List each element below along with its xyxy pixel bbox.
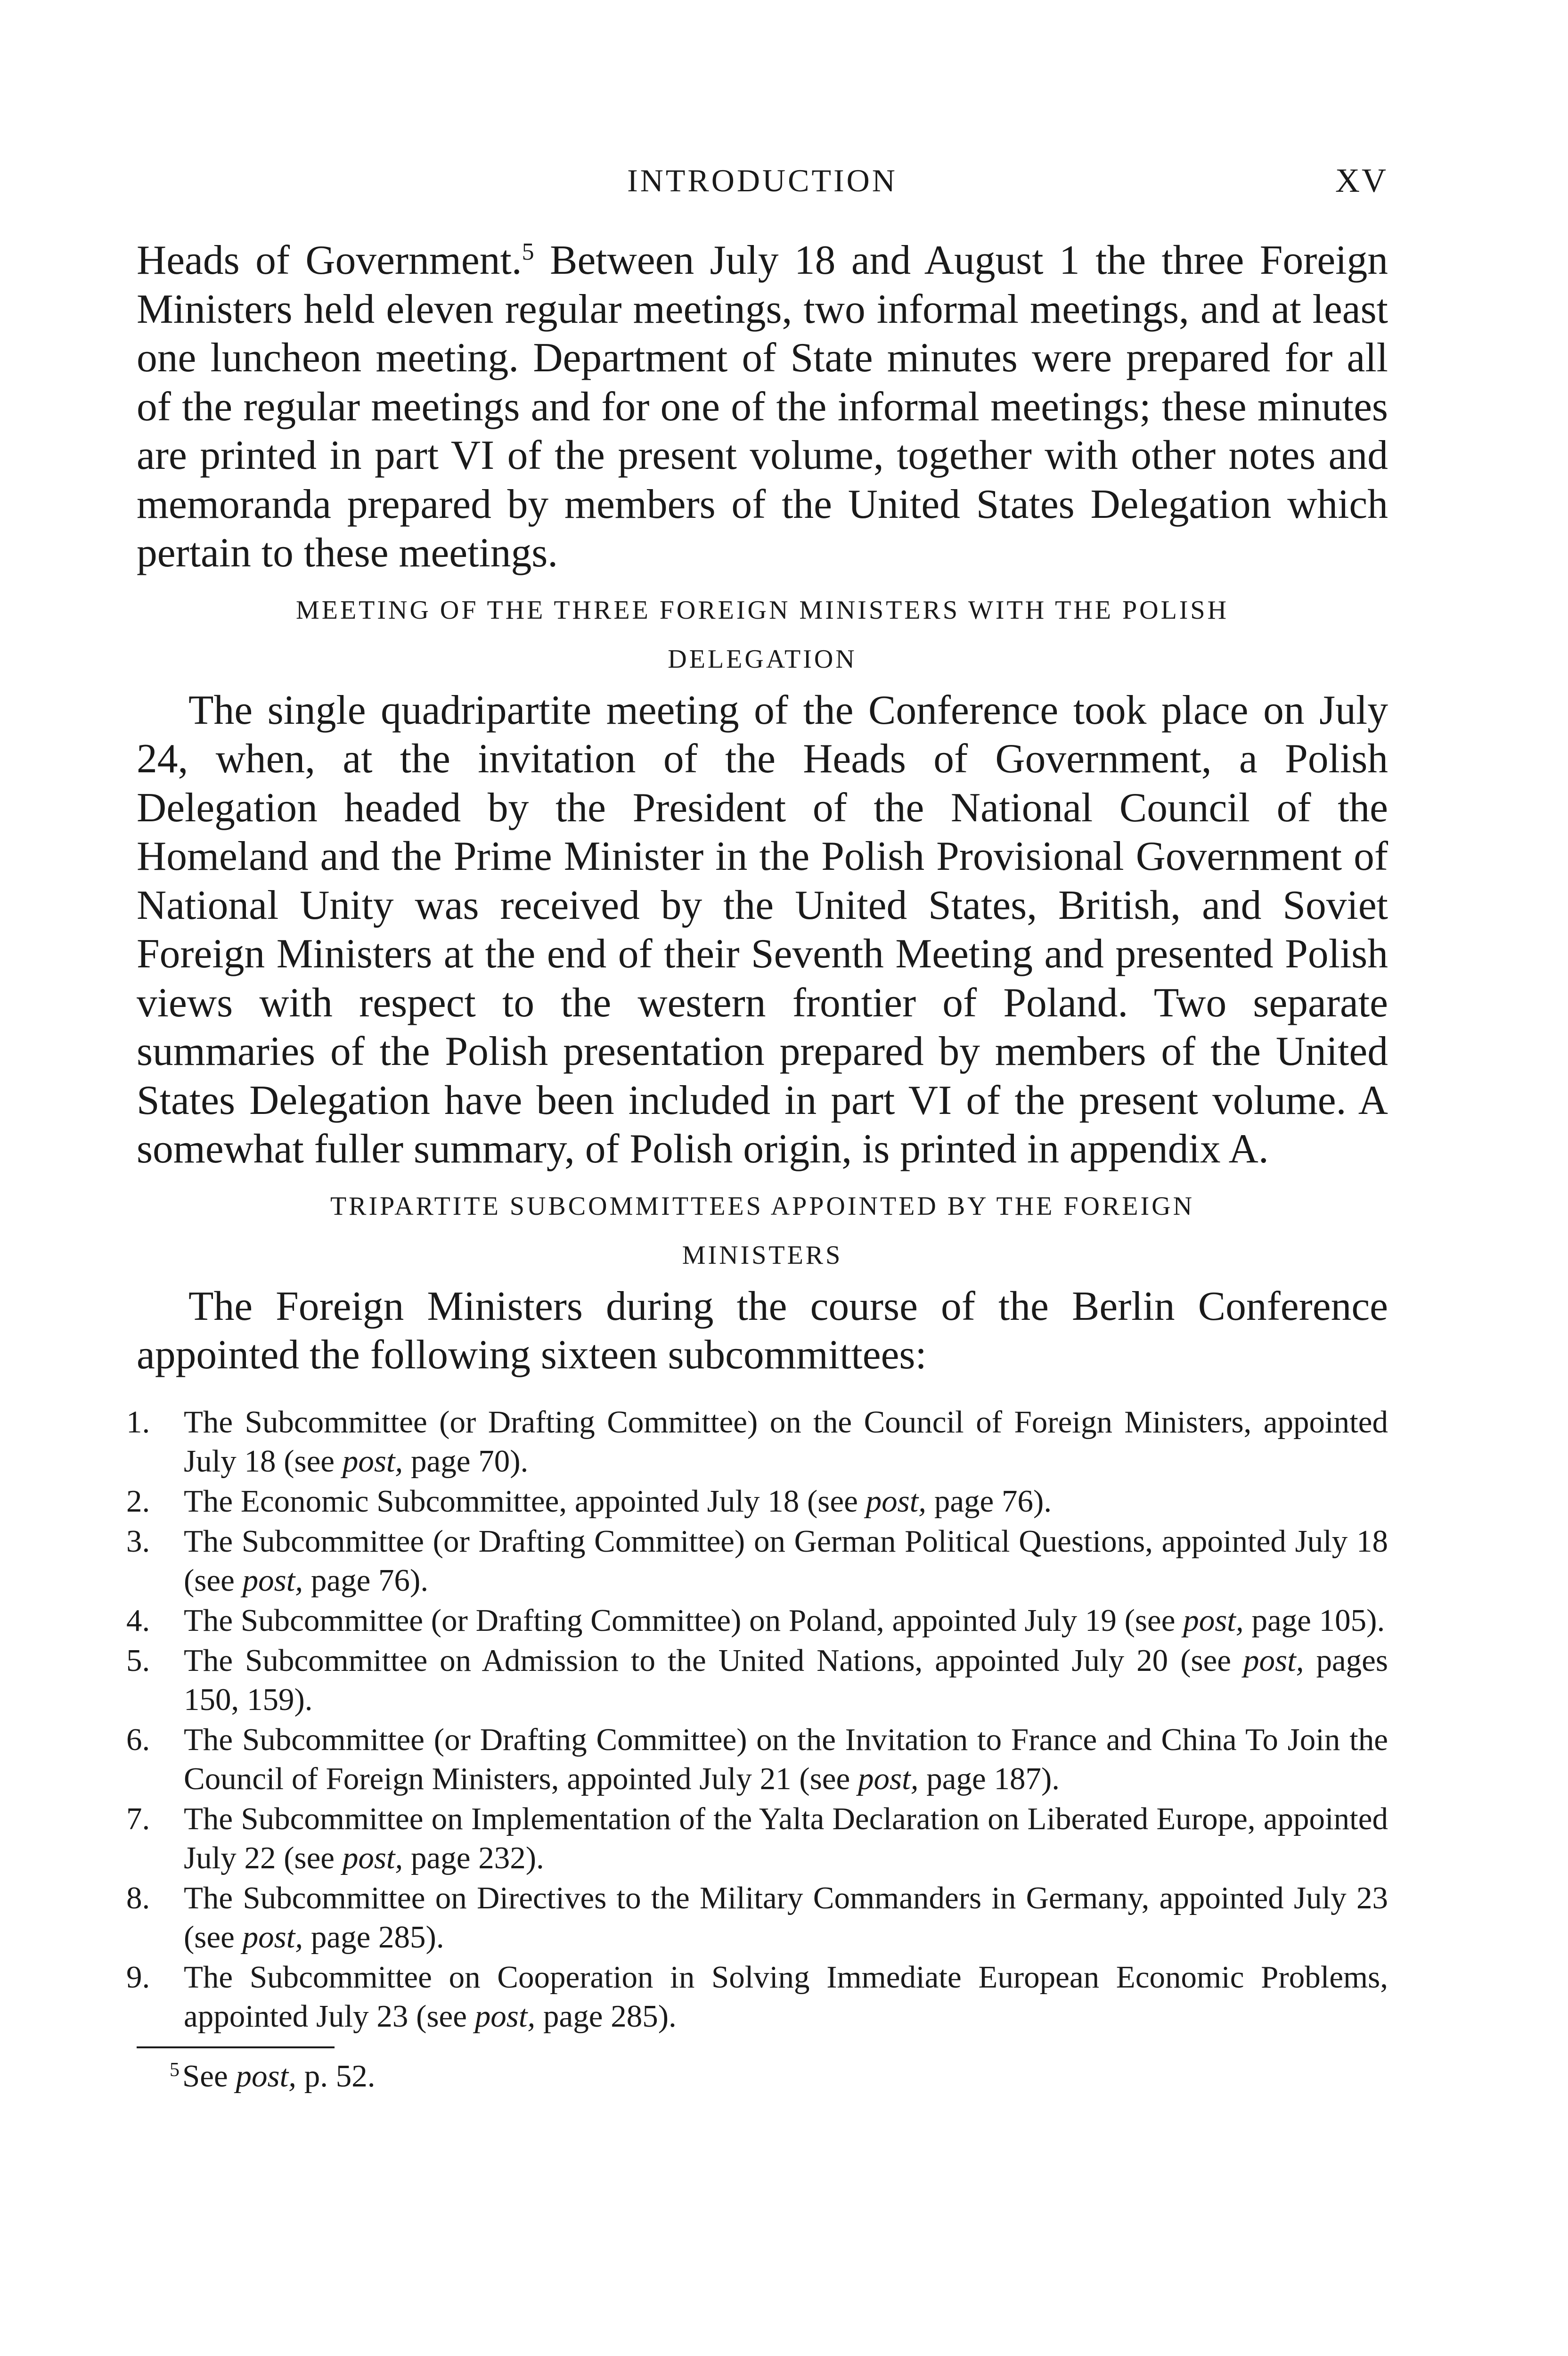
list-item bbox=[126, 1601, 1388, 1640]
intro-text-b: Between July 18 and August 1 the three Foreign Ministers held eleven regular meetings, two informal meetings, and at least one luncheon meeting. Department of State minutes were prepared for all of the regular meetings and for one of the informal meetings; these minutes are printed in part VI of the present volume, together with other notes and memoranda prepared by members of the United States Delegation which pertain to these meetings. bbox=[137, 237, 1388, 575]
list-item-ref: post, bbox=[866, 1483, 927, 1519]
intro-paragraph bbox=[137, 236, 1388, 577]
footnote-reference: 5 bbox=[522, 238, 534, 265]
list-item-ref: post, bbox=[242, 1562, 303, 1598]
section-heading-line: MINISTERS bbox=[682, 1240, 843, 1270]
list-item-tail: page 187). bbox=[918, 1761, 1060, 1796]
list-item-number: 7. bbox=[126, 1801, 150, 1836]
list-item-number: 4. bbox=[126, 1603, 150, 1638]
list-item-text: The Subcommittee (or Drafting Committee) on Poland, appointed July 19 (see bbox=[184, 1603, 1184, 1638]
footnote-mark: 5 bbox=[170, 2059, 180, 2081]
list-item-text: The Subcommittee (or Drafting Committee) on German Political Questions, appointed July 18 (see bbox=[184, 1523, 1388, 1598]
footnote-text: See bbox=[182, 2058, 236, 2094]
list-item-text: The Subcommittee on Admission to the United Nations, appointed July 20 (see bbox=[184, 1643, 1243, 1678]
section-heading-line: TRIPARTITE SUBCOMMITTEES APPOINTED BY THE FOREIGN bbox=[330, 1191, 1195, 1221]
section-heading-line: DELEGATION bbox=[668, 644, 857, 674]
list-item-tail: page 105). bbox=[1243, 1603, 1385, 1638]
footnote-rule bbox=[137, 2046, 335, 2048]
list-item-number: 9. bbox=[126, 1959, 150, 1995]
list-item-tail: page 285). bbox=[303, 1919, 444, 1955]
subcommittee-list bbox=[126, 1403, 1388, 2036]
list-item-ref: post, bbox=[242, 1919, 303, 1955]
list-item-number: 8. bbox=[126, 1880, 150, 1915]
list-item bbox=[126, 1958, 1388, 2036]
subcommittees-paragraph bbox=[137, 1282, 1388, 1379]
footnote-ref: post, bbox=[236, 2058, 296, 2094]
list-item bbox=[126, 1403, 1388, 1481]
list-item bbox=[126, 1879, 1388, 1957]
list-item-tail: page 76). bbox=[926, 1483, 1052, 1519]
subcommittees-text: The Foreign Ministers during the course of the Berlin Conference appointed the following sixteen subcommittees: bbox=[137, 1283, 1388, 1377]
footnote-tail: p. 52. bbox=[296, 2058, 376, 2094]
list-item-tail: page 285). bbox=[535, 1998, 677, 2034]
list-item-ref: post, bbox=[1243, 1643, 1304, 1678]
running-head bbox=[137, 159, 1388, 202]
list-item bbox=[126, 1522, 1388, 1600]
section-heading-subcommittees bbox=[137, 1182, 1388, 1280]
list-item-number: 6. bbox=[126, 1722, 150, 1757]
list-item-ref: post, bbox=[342, 1443, 403, 1479]
list-item-number: 1. bbox=[126, 1404, 150, 1440]
list-item-text: The Subcommittee on Implementation of the Yalta Declaration on Liberated Europe, appointed July 22 (see bbox=[184, 1801, 1388, 1875]
list-item-ref: post, bbox=[858, 1761, 919, 1796]
list-item-text: The Subcommittee on Cooperation in Solving Immediate European Economic Problems, appointed July 23 (see bbox=[184, 1959, 1388, 2034]
list-item-ref: post, bbox=[1183, 1603, 1244, 1638]
list-item-number: 3. bbox=[126, 1523, 150, 1559]
list-item bbox=[126, 1720, 1388, 1799]
list-item-tail: page 76). bbox=[303, 1562, 429, 1598]
polish-delegation-text: The single quadripartite meeting of the Conference took place on July 24, when, at the invitation of the Heads of Government, a Polish Delegation headed by the President of the National Council of the Homeland and the Prime Minister in the Polish Provisional Government of National Unity was received by the United States, British, and Soviet Foreign Ministers at the end of their Seventh Meeting and presented Polish views with respect to the western frontier of Poland. Two separate summaries of the Polish presentation prepared by members of the United States Delegation have been included in part VI of the present volume. A somewhat fuller summary, of Polish origin, is printed in appendix A. bbox=[137, 687, 1388, 1171]
list-item-text: The Subcommittee (or Drafting Committee) on the Invitation to France and China To Join the Council of Foreign Ministers, appointed July 21 (see bbox=[184, 1722, 1388, 1796]
list-item-number: 5. bbox=[126, 1643, 150, 1678]
list-item-tail: page 70). bbox=[403, 1443, 529, 1479]
list-item bbox=[126, 1641, 1388, 1719]
list-item-number: 2. bbox=[126, 1483, 150, 1519]
list-item-ref: post, bbox=[474, 1998, 536, 2034]
section-heading-polish-delegation bbox=[137, 586, 1388, 684]
list-item-tail: page 232). bbox=[403, 1840, 544, 1875]
polish-delegation-paragraph bbox=[137, 686, 1388, 1173]
list-item-ref: post, bbox=[342, 1840, 403, 1875]
running-head-title: INTRODUCTION bbox=[627, 163, 898, 198]
page-body bbox=[126, 236, 1388, 2097]
page-number: XV bbox=[1335, 162, 1388, 199]
list-item bbox=[126, 1482, 1388, 1521]
list-item-tail: pages 150, 159). bbox=[184, 1643, 1388, 1717]
footnote bbox=[170, 2055, 1388, 2097]
list-item-text: The Subcommittee (or Drafting Committee) on the Council of Foreign Ministers, appointed July 18 (see bbox=[184, 1404, 1388, 1479]
section-heading-line: MEETING OF THE THREE FOREIGN MINISTERS WITH THE POLISH bbox=[295, 595, 1229, 625]
list-item-text: The Economic Subcommittee, appointed July 18 (see bbox=[184, 1483, 866, 1519]
list-item-text: The Subcommittee on Directives to the Military Commanders in Germany, appointed July 23 (see bbox=[184, 1880, 1388, 1955]
list-item bbox=[126, 1800, 1388, 1878]
intro-text-a: Heads of Government. bbox=[137, 237, 522, 283]
